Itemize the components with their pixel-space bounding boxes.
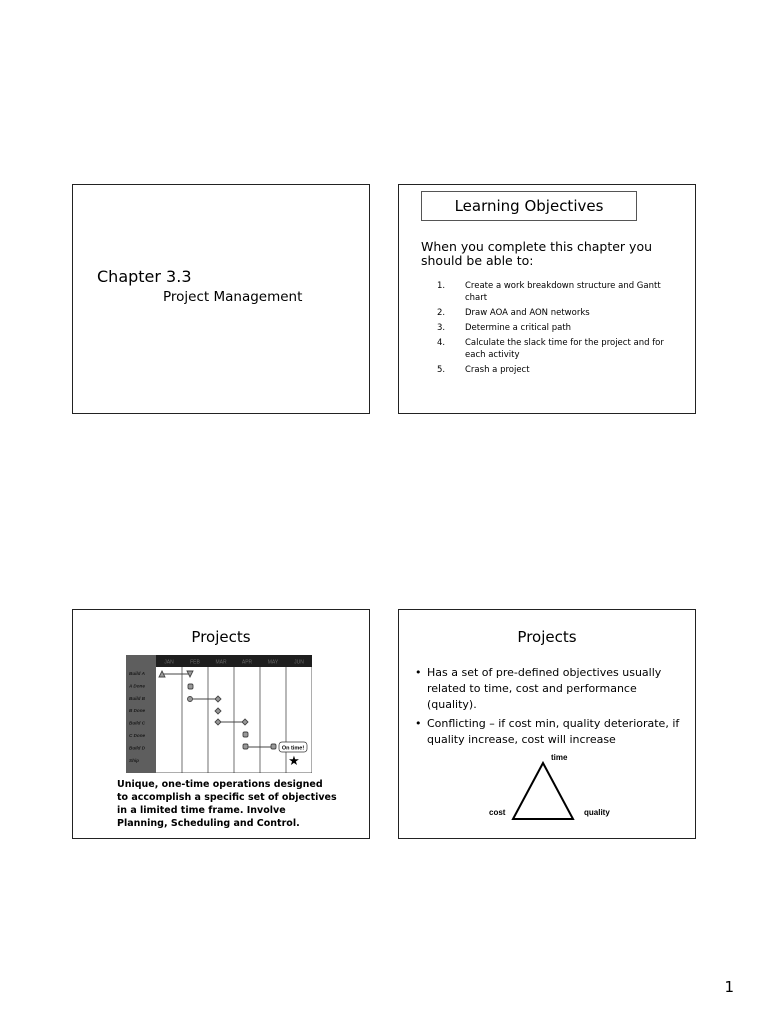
label-quality: quality — [584, 808, 610, 817]
on-time-label: On time! — [281, 745, 305, 752]
slide-projects-gantt — [72, 609, 370, 839]
gantt-month-label: JUN — [294, 659, 304, 666]
list-item: 5. Crash a project — [437, 365, 530, 375]
gantt-row-label: B Done — [129, 708, 146, 714]
gantt-row-label: Build C — [129, 720, 146, 726]
gantt-chart — [126, 655, 312, 773]
marker-b-start — [188, 697, 193, 702]
marker-d-start — [243, 744, 248, 749]
star-icon: ★ — [288, 754, 300, 769]
gantt-row-label: Build A — [129, 671, 145, 676]
triangle-shape — [513, 763, 573, 819]
slide-chapter-title — [72, 184, 370, 414]
list-item: 4. Calculate the slack time for the project and for each activity — [437, 338, 664, 360]
gantt-month-label: JAN — [164, 659, 174, 666]
marker-a-done — [188, 684, 193, 689]
objectives-intro: When you complete this chapter you should be able to: — [421, 239, 653, 268]
bullet-item: • Has a set of pre-defined objectives usually related to time, cost and performance (quality). — [415, 666, 662, 711]
gantt-row-label: Build D — [129, 745, 146, 751]
label-cost: cost — [489, 808, 506, 817]
gantt-month-header — [156, 655, 312, 667]
bullet-icon: • — [415, 666, 422, 679]
projects-description: Unique, one-time operations designed to accomplish a specific set of objectives in a limited time frame. Involve Planning, Scheduling and Control. — [117, 779, 337, 829]
marker-c-done — [243, 732, 248, 737]
gantt-month-label: MAR — [215, 659, 227, 666]
list-item: 3. Determine a critical path — [437, 323, 572, 333]
triangle-diagram — [509, 755, 579, 823]
gantt-row-label: A Done — [129, 683, 145, 689]
slide-title: Projects — [517, 628, 577, 646]
gantt-month-label: FEB — [190, 659, 200, 666]
slide-title: Projects — [191, 628, 251, 646]
bullet-item: • Conflicting – if cost min, quality deteriorate, if quality increase, cost will increase — [415, 717, 680, 746]
bullet-icon: • — [415, 717, 422, 730]
objectives-title: Learning Objectives — [421, 191, 637, 221]
page-number: 1 — [724, 978, 734, 996]
slide-learning-objectives — [398, 184, 696, 414]
gantt-row-label: Ship — [129, 757, 139, 763]
objectives-list — [437, 280, 677, 379]
gantt-row-label: C Done — [129, 733, 146, 738]
gantt-month-label: APR — [241, 659, 253, 666]
label-time: time — [551, 753, 568, 762]
chapter-subtitle: Project Management — [163, 289, 303, 305]
list-item: 2. Draw AOA and AON networks — [437, 308, 590, 318]
gantt-row-label: Build B — [129, 695, 146, 701]
slide-projects-objectives — [398, 609, 696, 839]
gantt-month-label: MAY — [267, 659, 279, 666]
chapter-title: Chapter 3.3 — [97, 267, 192, 286]
list-item: 1. Create a work breakdown structure and Gantt chart — [437, 281, 661, 303]
marker-d-end — [271, 744, 276, 749]
